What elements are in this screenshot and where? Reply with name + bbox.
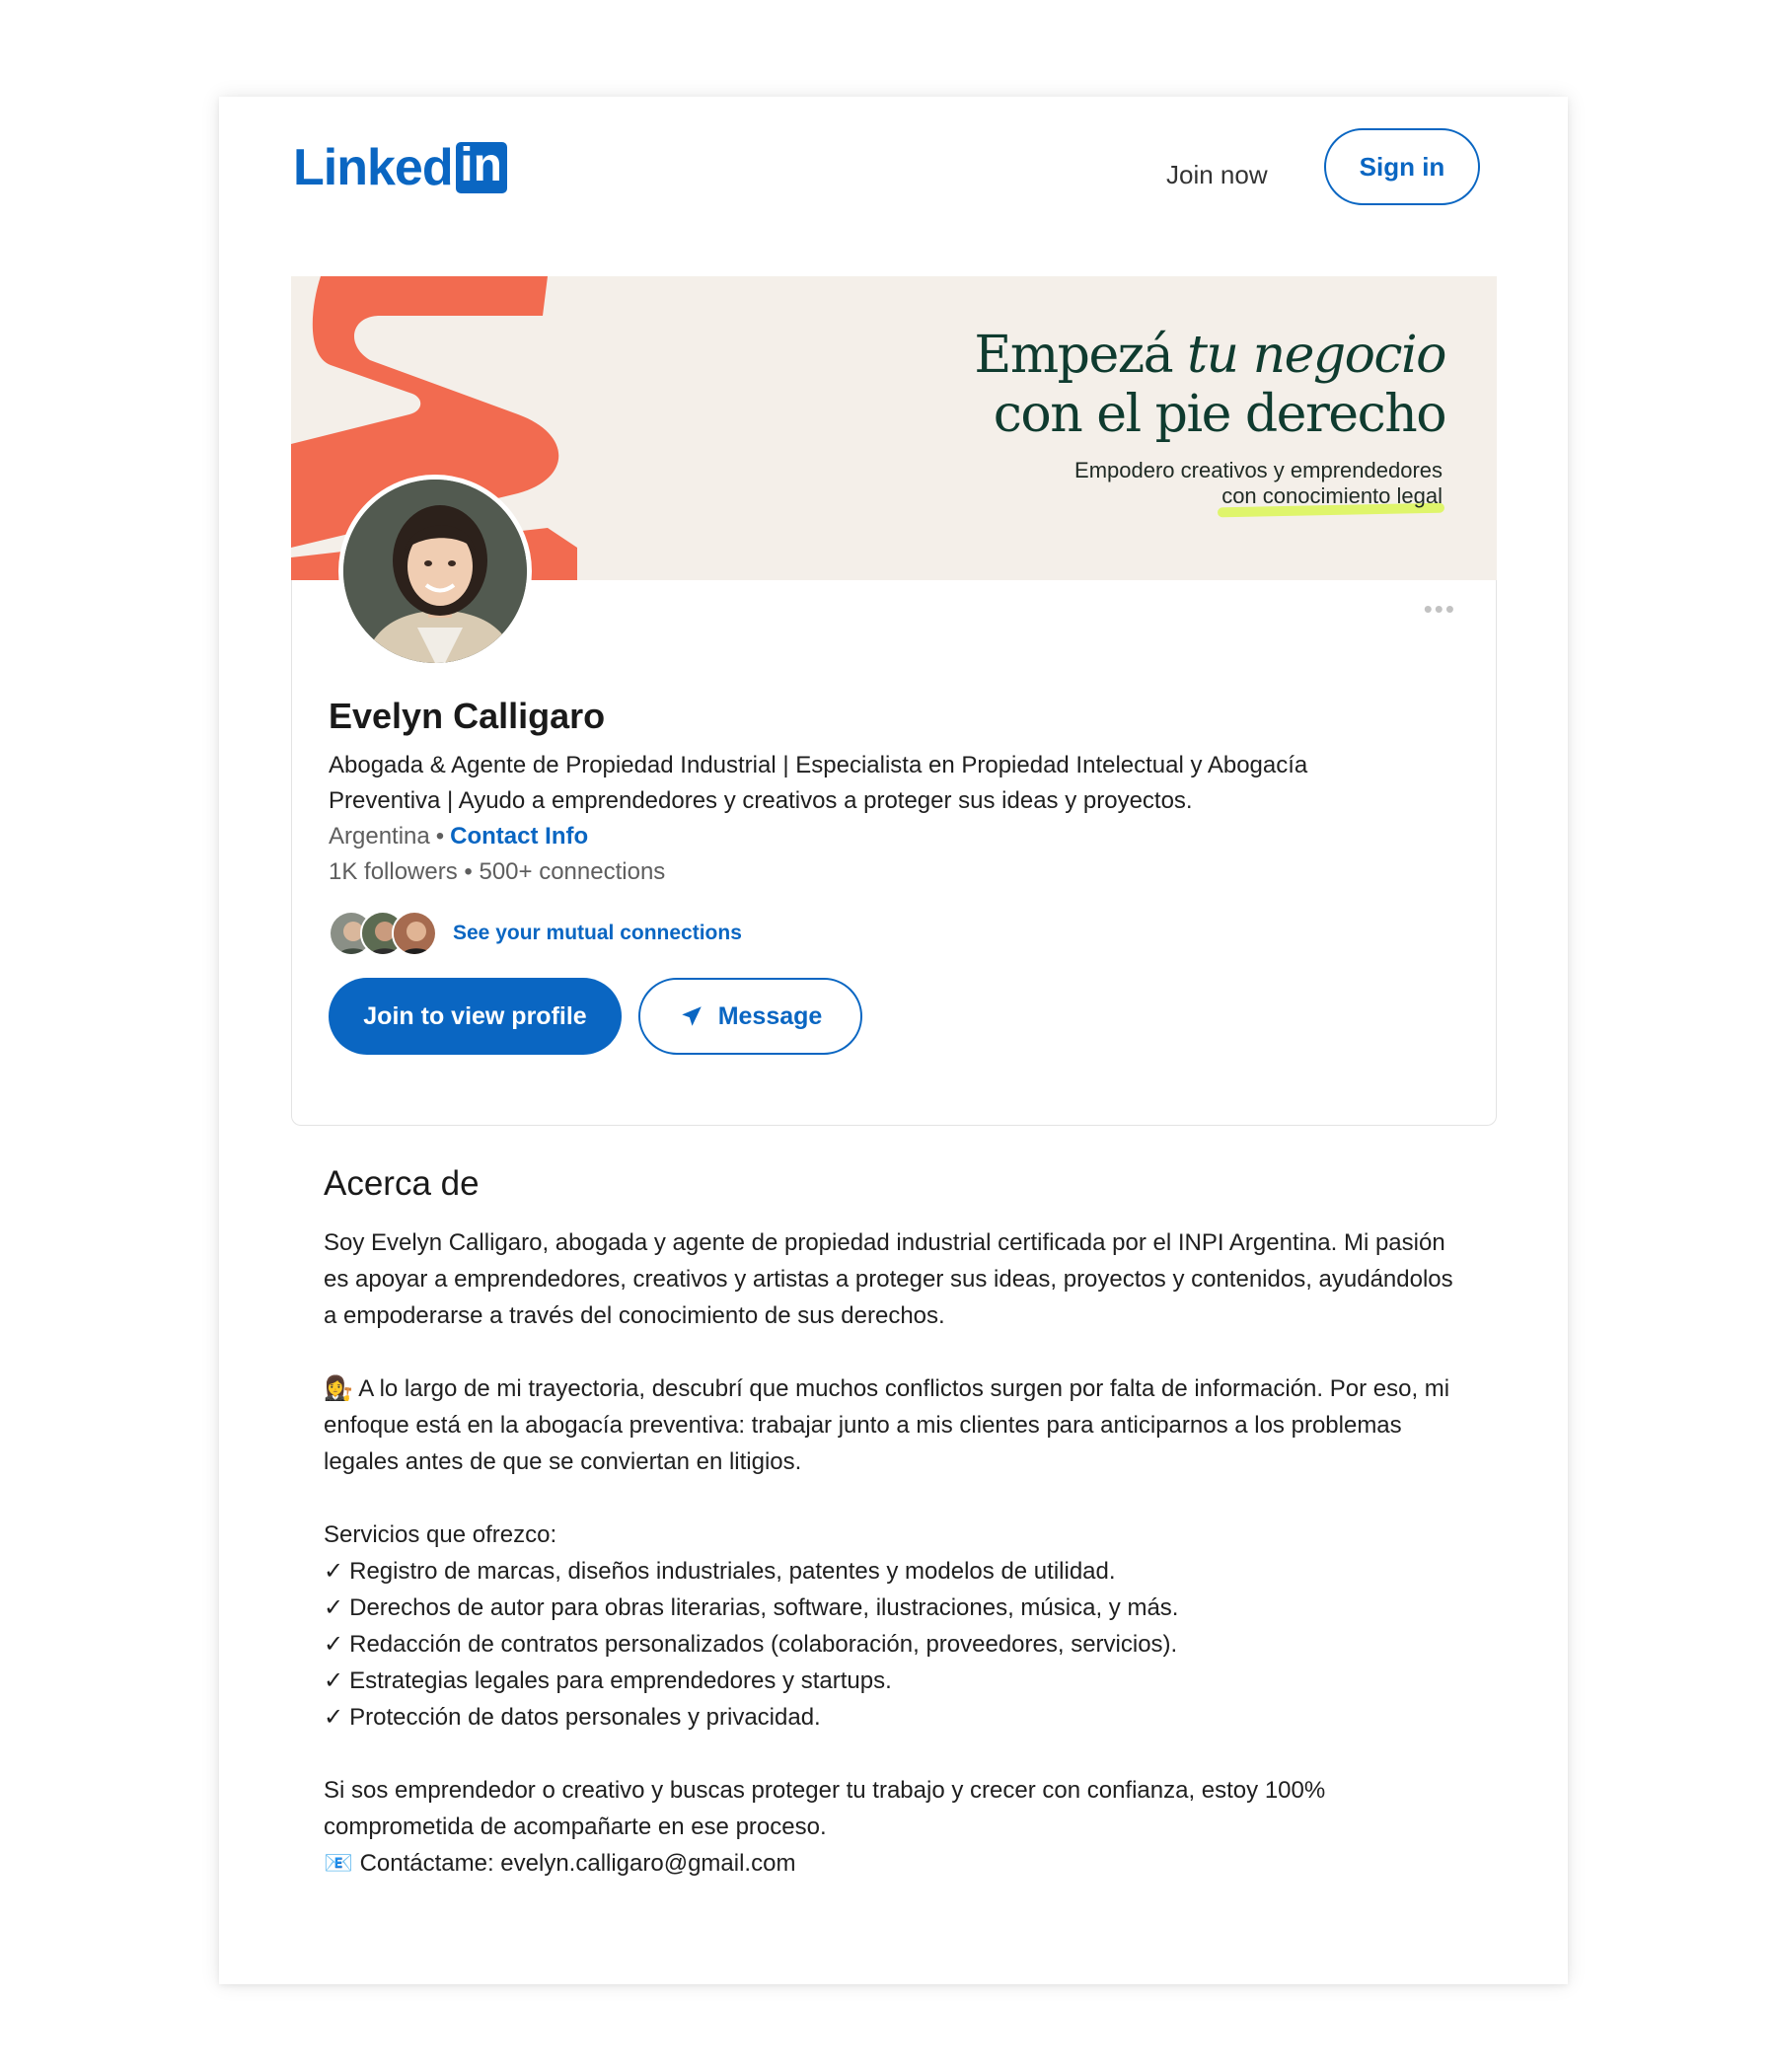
service-item [324,1590,1458,1626]
sign-in-button[interactable]: Sign in [1324,128,1480,205]
check-icon: ✓ [324,1704,344,1731]
banner-title [974,326,1445,444]
service-item-text: Estrategias legales para emprendedores y startups. [349,1667,892,1694]
more-options-icon[interactable]: ••• [1423,594,1456,624]
message-button-label: Message [717,1001,823,1030]
profile-stats [329,858,665,886]
check-icon: ✓ [324,1631,344,1658]
logo-wordmark: Linked [293,138,453,196]
service-item [324,1553,1458,1590]
separator-dot: • [435,823,445,850]
service-item-text: Redacción de contratos personalizados (colaboración, proveedores, servicios). [349,1631,1178,1658]
profile-headline: Abogada & Agente de Propiedad Industrial | Especialista en Propiedad Intelectual y Abogacía Preventiva | Ayudo a emprendedores y creativos a proteger sus ideas y proyectos. [329,752,1308,814]
contact-line [324,1845,1458,1882]
banner-subtitle-line2: con conocimiento legal [1221,483,1443,508]
profile-location: Argentina [329,823,430,850]
service-item-text: Protección de datos personales y privacidad. [349,1704,821,1731]
profile-avatar[interactable] [338,475,532,668]
service-item-text: Derechos de autor para obras literarias, software, ilustraciones, música, y más. [349,1594,1179,1621]
followers-count: 1K followers [329,858,458,885]
banner-subtitle [1074,458,1443,509]
profile-name: Evelyn Calligaro [329,696,606,736]
about-text [324,1224,1458,1882]
profile-page [219,97,1568,1984]
linkedin-logo[interactable] [293,139,507,195]
logo-in-box: in [456,142,507,193]
contact-line-text: Contáctame: evelyn.calligaro@gmail.com [359,1850,796,1877]
separator-dot: • [464,858,473,885]
message-button[interactable] [638,978,862,1055]
services-title: Servicios que ofrezco: [324,1521,557,1548]
banner-title-line1b: tu negocio [1187,326,1445,385]
service-item-text: Registro de marcas, diseños industriales, patentes y modelos de utilidad. [349,1558,1116,1585]
about-heading: Acerca de [324,1164,480,1203]
about-paragraph [324,1370,1458,1480]
banner-title-line2: con el pie derecho [993,385,1445,444]
service-item [324,1626,1458,1663]
profile-location-row [329,823,588,851]
check-icon: ✓ [324,1594,344,1621]
profile-card [291,580,1497,1126]
mutual-connections-row[interactable] [329,911,742,956]
envelope-emoji-icon: 📧 [324,1850,353,1877]
about-paragraph: Si sos emprendedor o creativo y buscas proteger tu trabajo y crecer con confianza, estoy 100% comprometida de acompañarte en ese proceso. [324,1777,1326,1840]
banner-title-line1a: Empezá [974,326,1188,385]
banner-subtitle-line1: Empodero creativos y emprendedores [1074,458,1443,482]
mutual-avatar [392,911,437,956]
contact-info-link[interactable]: Contact Info [450,823,589,850]
about-paragraph: Soy Evelyn Calligaro, abogada y agente de propiedad industrial certificada por el INPI Argentina. Mi pasión es apoyar a emprendedores, creativos y artistas a proteger sus ideas, proyectos y contenidos, ayudándolos a empoderarse a través del conocimiento de sus derechos. [324,1229,1453,1329]
join-now-link[interactable]: Join now [1166,160,1268,189]
check-icon: ✓ [324,1558,344,1585]
mutual-connections-link[interactable]: See your mutual connections [453,922,742,944]
service-item [324,1699,1458,1736]
connections-count: 500+ connections [479,858,666,885]
send-icon [679,1003,704,1029]
join-to-view-profile-button[interactable]: Join to view profile [329,978,622,1055]
service-item [324,1663,1458,1699]
check-icon: ✓ [324,1667,344,1694]
lawyer-emoji-icon: 👩‍⚖️ [324,1375,353,1402]
about-paragraph-text: A lo largo de mi trayectoria, descubrí que muchos conflictos surgen por falta de información. Por eso, mi enfoque está en la abogacía preventiva: trabajar junto a mis clientes para anticiparnos a los problemas legales antes de que se conviertan en litigios. [324,1375,1450,1475]
